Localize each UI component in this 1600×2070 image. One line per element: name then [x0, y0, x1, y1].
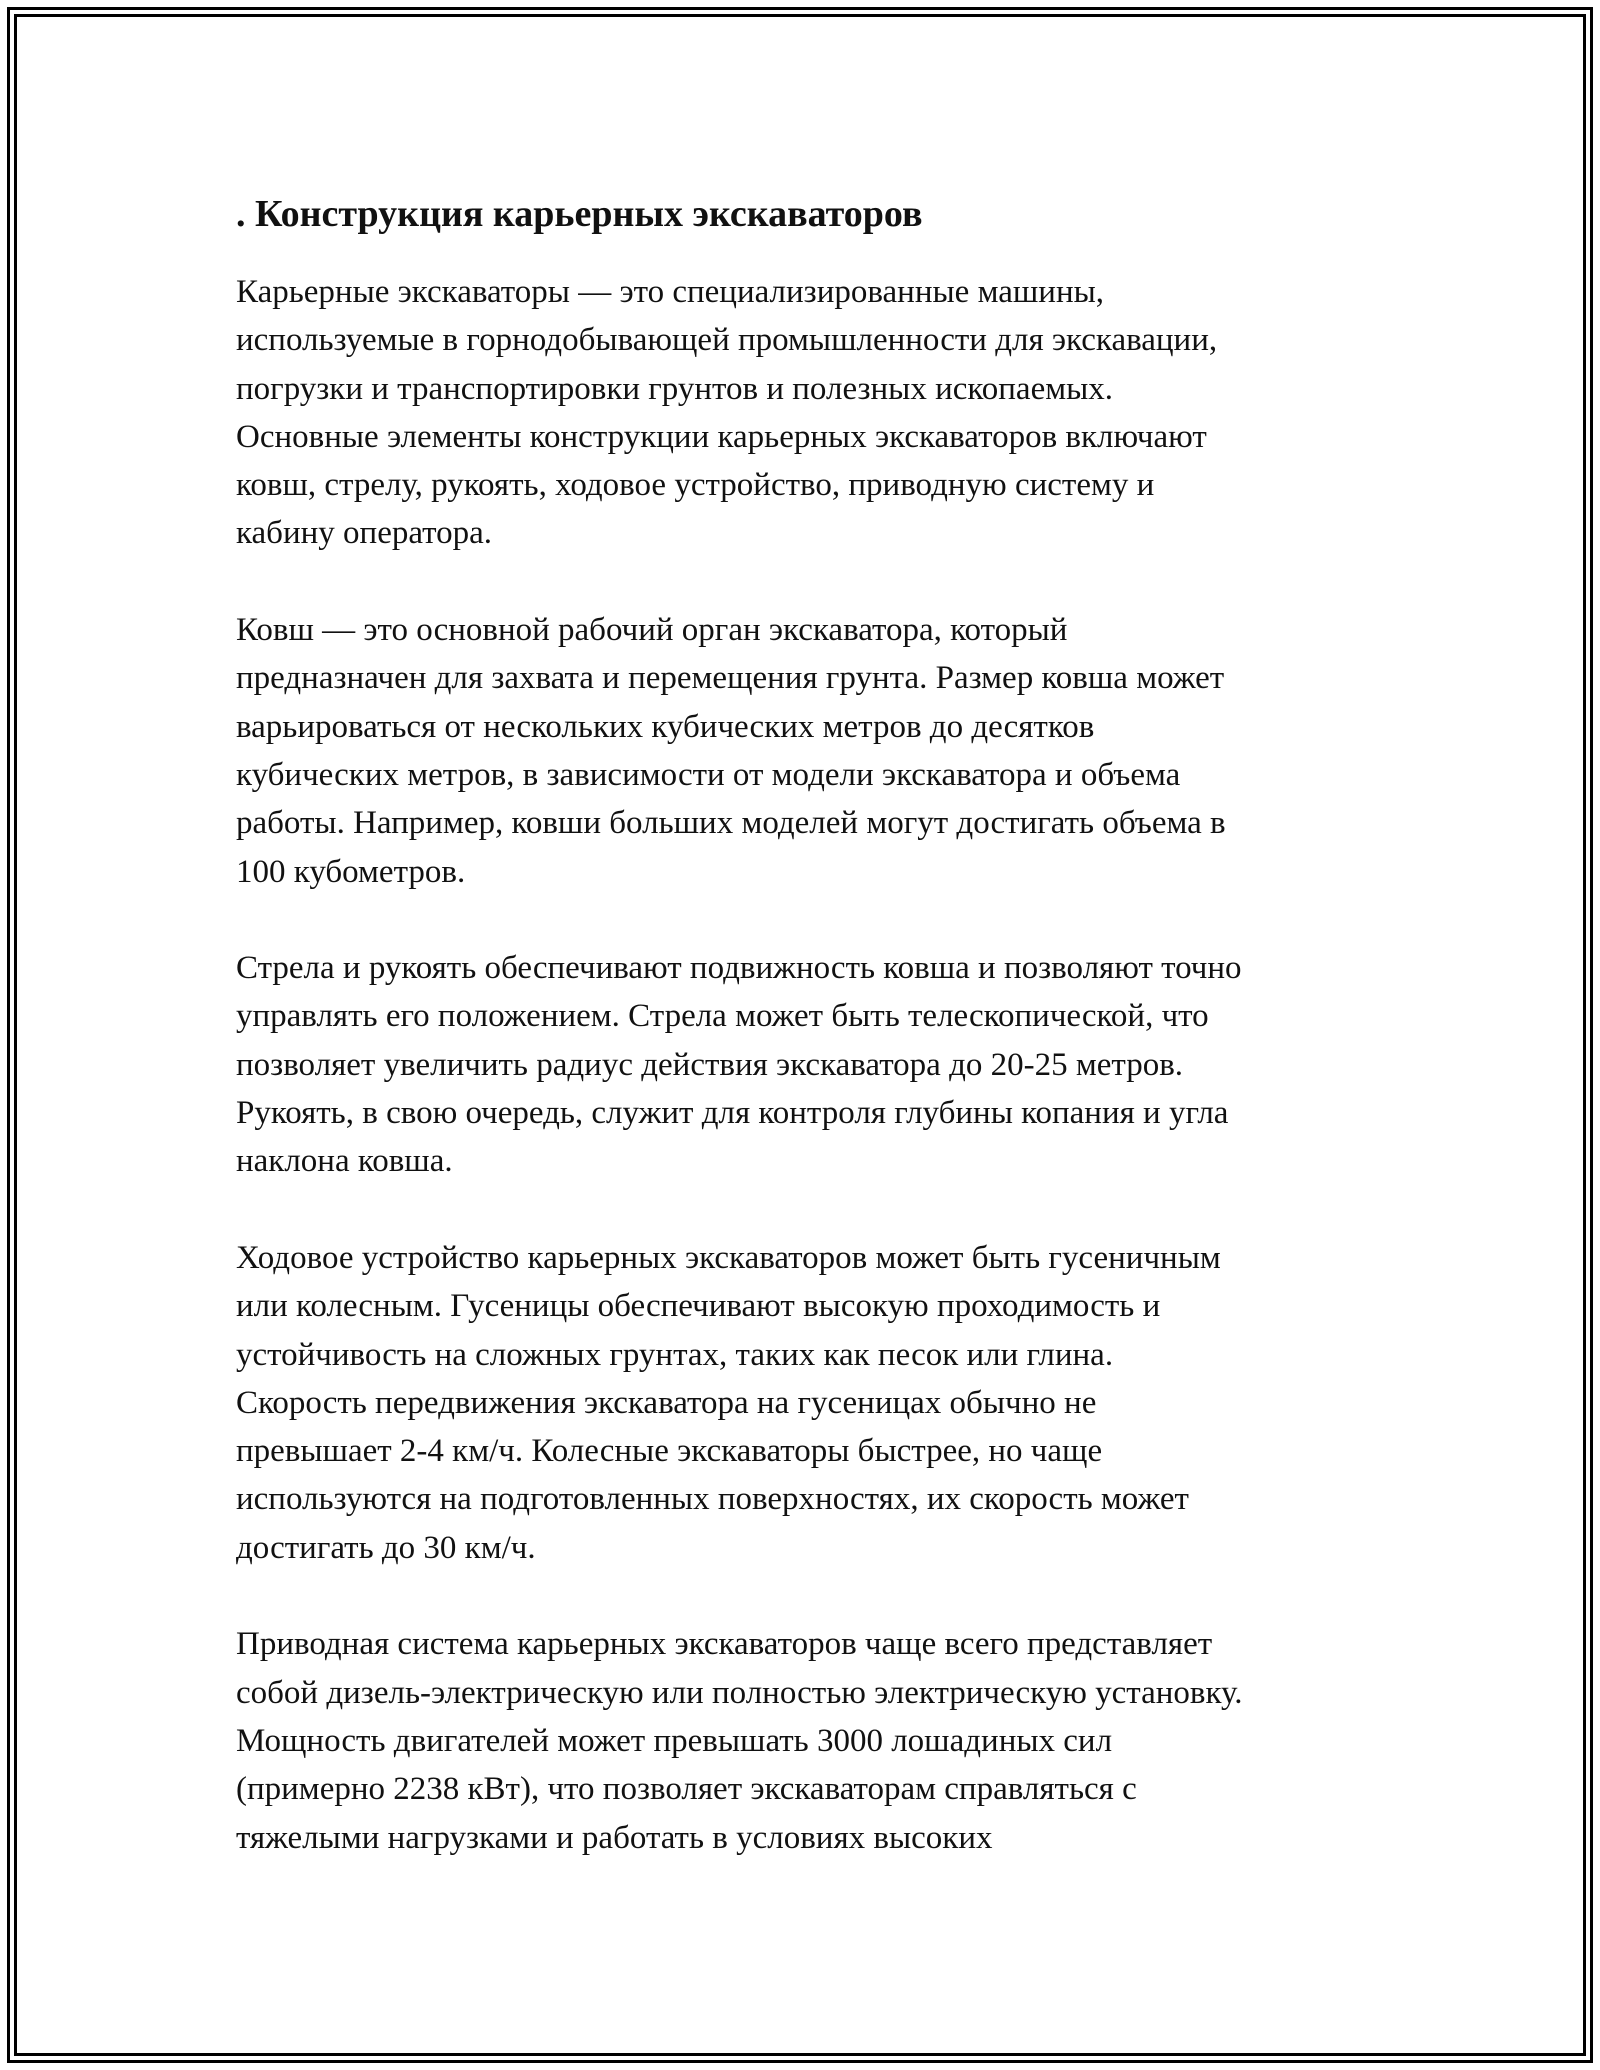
paragraph-boom-arm: Стрела и рукоять обеспечивают подвижность ковша и позволяют точно управлять его положением. Стрела может быть телескопической, что позволяет увеличить радиус действия экскаватора до 20-25 метров. Рукоять, в свою очередь, служит для контроля глубины копания и угла наклона ковша.: [236, 950, 1242, 1180]
paragraph-drive-system: Приводная система карьерных экскаваторов чаще всего представляет собой дизель-электрическую или полностью электрическую установку. Мощность двигателей может превышать 3000 лошадиных сил (примерно 2238 кВт), что позволяет экскаваторам справляться с тяжелыми нагрузками и работать в условиях высоких: [236, 1626, 1243, 1856]
paragraph-intro: Карьерные экскаваторы — это специализированные машины, используемые в горнодобывающей промышленности для экскавации, погрузки и транспортировки грунтов и полезных ископаемых. Основные элементы конструкции карьерных экскаваторов включают ковш, стрелу, рукоять, ходовое устройство, приводную систему и кабину оператора.: [236, 274, 1218, 552]
document-page: [236, 186, 1396, 1910]
paragraph-bucket: Ковш — это основной рабочий орган экскаватора, который предназначен для захвата и перемещения грунта. Размер ковша может варьироваться от нескольких кубических метров до десятков кубических метров, в зависимости от модели экскаватора и объема работы. Например, ковши больших моделей могут достигать объема в 100 кубометров.: [236, 612, 1226, 890]
paragraph-undercarriage: Ходовое устройство карьерных экскаваторов может быть гусеничным или колесным. Гусеницы обеспечивают высокую проходимость и устойчивость на сложных грунтах, таких как песок или глина. Скорость передвижения экскаватора на гусеницах обычно не превышает 2-4 км/ч. Колесные экскаваторы быстрее, но чаще используются на подготовленных поверхностях, их скорость может достигать до 30 км/ч.: [236, 1239, 1221, 1566]
document-title: . Конструкция карьерных экскаваторов: [236, 193, 923, 235]
